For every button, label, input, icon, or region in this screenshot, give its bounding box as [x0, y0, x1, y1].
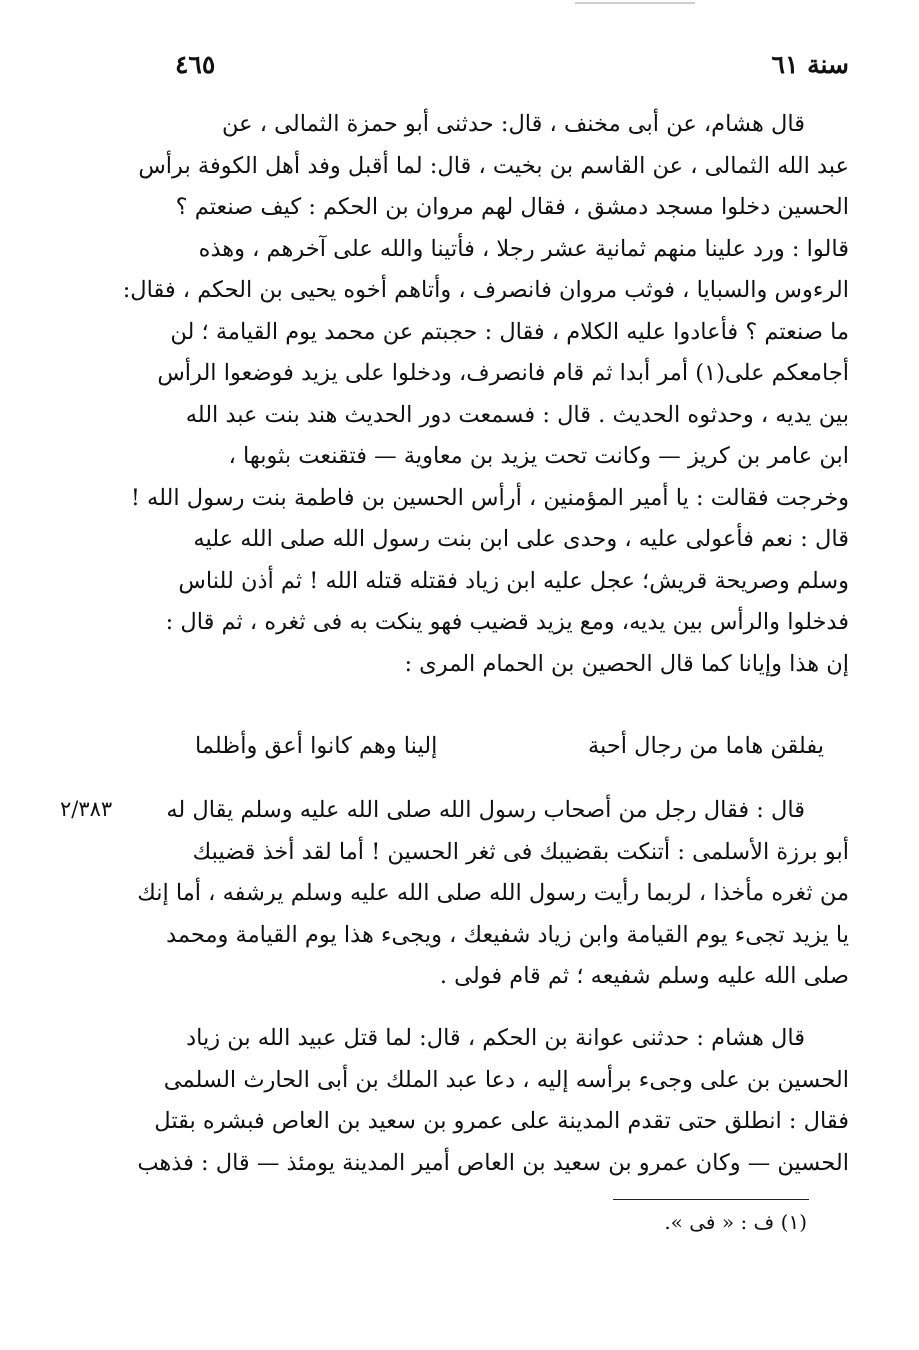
text-line: يا يزيد تجىء يوم القيامة وابن زياد شفيعك ، ويجىء هذا يوم القيامة ومحمد [166, 921, 849, 948]
text-line: أجامعكم على(١) أمر أبدا ثم قام فانصرف، ودخلوا على يزيد فوضعوا الرأس [157, 360, 849, 386]
text-line: الحسين دخلوا مسجد دمشق ، فقال لهم مروان بن الحكم : كيف صنعتم ؟ [175, 194, 849, 220]
text-line: وخرجت فقالت : يا أمير المؤمنين ، أرأس الحسين بن فاطمة بنت رسول الله ! [130, 484, 849, 511]
paragraph-2 [120, 790, 849, 998]
running-header-year: سنة ٦١ [771, 50, 849, 79]
page-number: ٤٦٥ [175, 50, 216, 79]
footnote-divider [613, 1199, 809, 1200]
text-line: ابن عامر بن كريز — وكانت تحت يزيد بن معاوية — فتقنعت بثوبها ، [228, 443, 849, 469]
paragraph-3 [120, 1018, 849, 1184]
scan-edge-mark [575, 2, 695, 4]
text-line: فقال : انطلق حتى تقدم المدينة على عمرو بن سعيد بن العاص فبشره بقتل [154, 1108, 849, 1134]
text-line: عبد الله الثمالى ، عن القاسم بن بخيت ، قال: لما أقبل وفد أهل الكوفة برأس [138, 152, 849, 179]
footnote: (١) ف : « فى ». [664, 1210, 807, 1234]
text-line: قال : فقال رجل من أصحاب رسول الله صلى الله عليه وسلم يقال له [166, 797, 805, 823]
verse-first-hemistich: يفلقن هاما من رجال أحبة [587, 733, 824, 759]
margin-reference: ٢/٣٨٣ [60, 797, 113, 821]
text-line: وسلم وصريحة قريش؛ عجل عليه ابن زياد فقتله قتله الله ! ثم أذن للناس [178, 567, 849, 594]
text-line: صلى الله عليه وسلم شفيعه ؛ ثم قام فولى . [439, 963, 849, 989]
text-line: إن هذا وإيانا كما قال الحصين بن الحمام المرى : [404, 650, 849, 677]
text-line: من ثغره مأخذا ، لربما رأيت رسول الله صلى الله عليه وسلم يرشفه ، أما إنك [137, 880, 849, 906]
verse-second-hemistich: إلينا وهم كانوا أعق وأظلما [195, 733, 438, 759]
text-line: قال هشام، عن أبى مخنف ، قال: حدثنى أبو حمزة الثمالى ، عن [221, 111, 805, 137]
text-line: ما صنعتم ؟ فأعادوا عليه الكلام ، فقال : حجبتم عن محمد يوم القيامة ؛ لن [170, 318, 849, 345]
text-line: قال هشام : حدثنى عوانة بن الحكم ، قال: لما قتل عبيد الله بن زياد [186, 1025, 805, 1051]
text-line: قال : نعم فأعولى عليه ، وحدى على ابن بنت رسول الله صلى الله عليه [193, 526, 849, 552]
paragraph-1 [120, 104, 849, 685]
text-line: الحسين — وكان عمرو بن سعيد بن العاص أمير المدينة يومئذ — قال : فذهب [137, 1149, 849, 1176]
text-line: بين يديه ، وحدثوه الحديث . قال : فسمعت دور الحديث هند بنت عبد الله [185, 401, 849, 428]
text-line: الحسين بن على وجىء برأسه إليه ، دعا عبد الملك بن أبى الحارث السلمى [163, 1066, 849, 1093]
text-line: فدخلوا والرأس بين يديه، ومع يزيد قضيب فهو ينكت به فى ثغره ، ثم قال : [165, 609, 849, 635]
text-line: قالوا : ورد علينا منهم ثمانية عشر رجلا ، فأتينا والله على آخرهم ، وهذه [198, 235, 849, 262]
text-line: أبو برزة الأسلمى : أتنكت بقضيبك فى ثغر الحسين ! أما لقد أخذ قضيبك [192, 838, 849, 865]
text-line: الرءوس والسبايا ، فوثب مروان فانصرف ، وأتاهم أخوه يحيى بن الحكم ، فقال: [122, 277, 849, 303]
poetry-verse [195, 733, 824, 759]
